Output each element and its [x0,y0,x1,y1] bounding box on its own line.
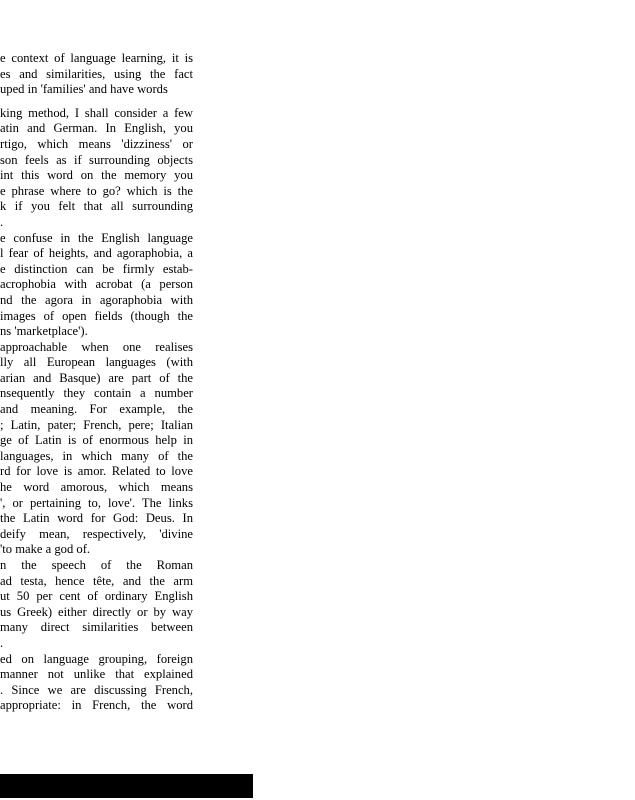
text-line: acrophobia with acrobat (a person [0,277,193,292]
text-line: ad testa, hence tête, and the arm [0,573,193,588]
text-line: e phrase where to go? which is the [0,183,193,198]
text-line: manner not unlike that explained [0,667,193,682]
text-line: e context of language learning, it is [0,51,193,65]
text-line: rtigo, which means 'dizziness' or [0,136,193,151]
text-line: appropriate: in French, the word [0,698,193,713]
text-line: languages, in which many of the [0,448,193,463]
text-line: n the speech of the Roman [0,558,193,572]
text-line: l fear of heights, and agoraphobia, a [0,246,193,261]
text-line: us Greek) either directly or by way [0,604,193,619]
text-line: nsequently they contain a number [0,386,193,401]
text-line: he word amorous, which means [0,480,193,495]
text-line: king method, I shall consider a few [0,105,193,120]
text-line: the Latin word for God: Deus. In [0,511,193,526]
text-line: . [0,635,4,650]
text-line: ut 50 per cent of ordinary English [0,589,193,604]
text-line: images of open fields (though the [0,308,193,323]
text-line: . Since we are discussing French, [0,682,193,697]
text-line: atin and German. In English, you [0,121,193,136]
text-line: ', or pertaining to, love'. The links [0,495,193,510]
text-line: deify mean, respectively, 'divine [0,526,193,541]
text-line: lly all European languages (with [0,355,193,370]
text-line: int this word on the memory you [0,168,193,183]
text-line: approachable when one realises [0,339,193,354]
text-line: es and similarities, using the fact [0,66,193,81]
text-line: rd for love is amor. Related to love [0,464,193,479]
text-line: ; Latin, pater; French, pere; Italian [0,417,193,432]
text-line: many direct similarities between [0,620,193,635]
text-line: son feels as if surrounding objects [0,152,193,167]
text-line: ed on language grouping, foreign [0,651,193,666]
redaction-bar [0,774,253,798]
text-line: e confuse in the English language [0,230,193,245]
text-line: arian and Basque) are part of the [0,370,193,385]
text-line: ge of Latin is of enormous help in [0,433,193,448]
text-line: 'to make a god of. [0,542,91,557]
text-column [0,51,193,714]
text-line: nd the agora in agoraphobia with [0,292,193,307]
text-line: k if you felt that all surrounding [0,199,193,214]
text-line: e distinction can be firmly estab- [0,261,193,276]
text-line: uped in 'families' and have words [0,82,168,97]
text-line: and meaning. For example, the [0,402,193,417]
text-line: . [0,214,4,229]
text-line: ns 'marketplace'). [0,324,88,339]
